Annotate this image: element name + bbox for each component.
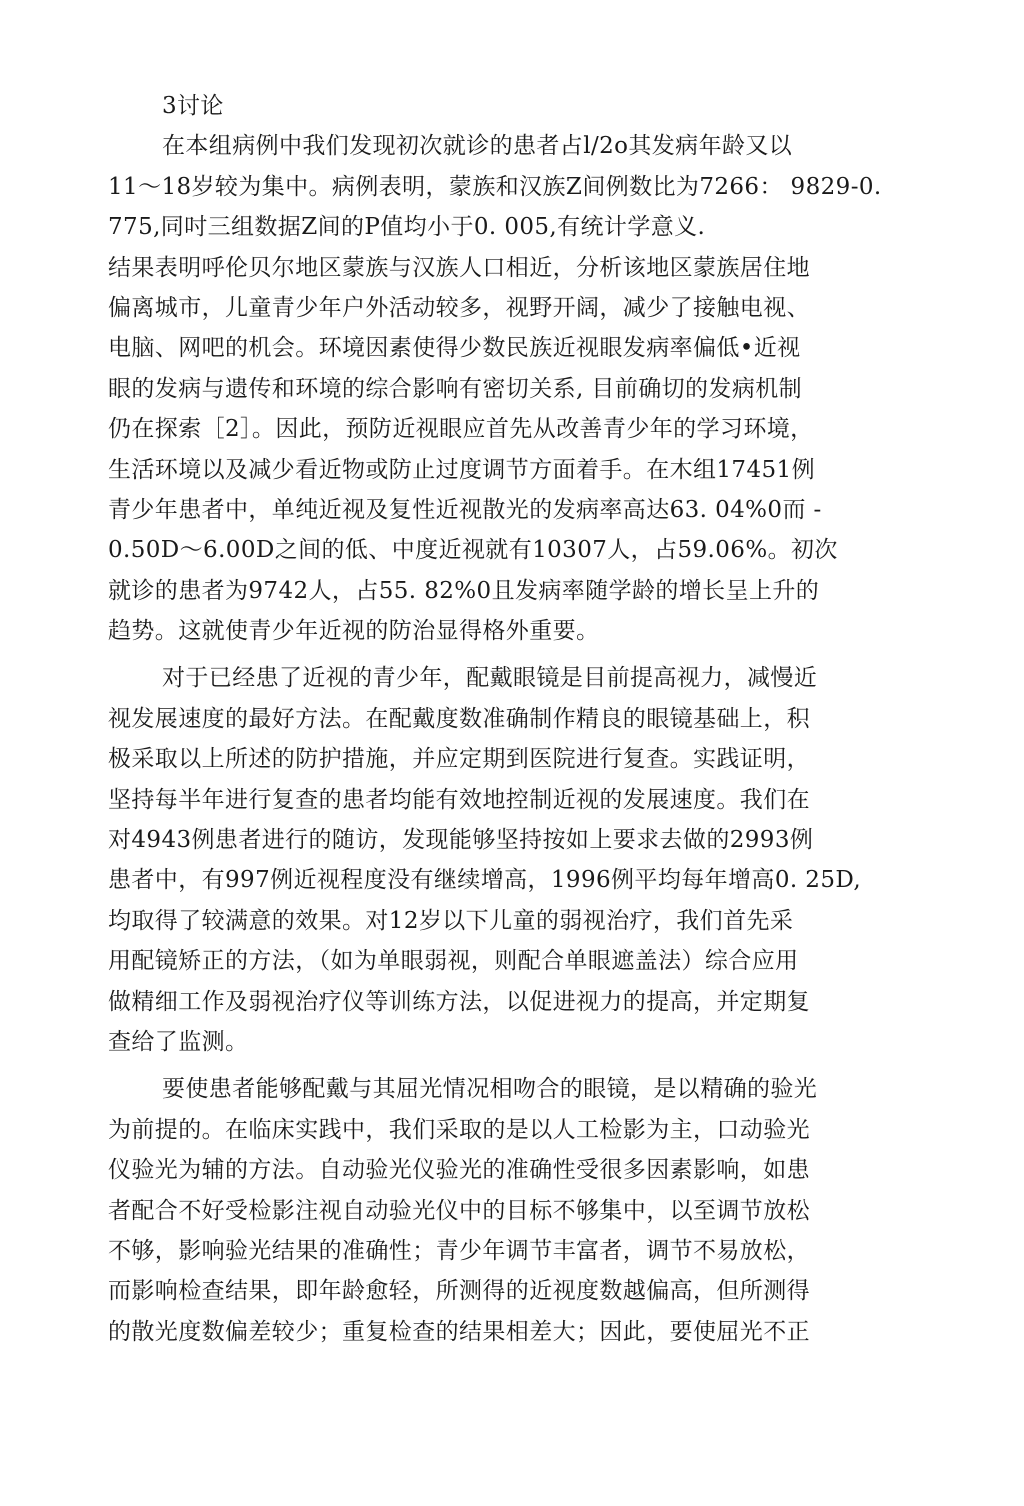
paragraph-gap xyxy=(108,1062,898,1069)
paragraph-line: 视发展速度的最好方法。在配戴度数准确制作精良的眼镜基础上，积 xyxy=(108,705,810,732)
paragraph-line: 仪验光为辅的方法。自动验光仪验光的准确性受很多因素影响，如患 xyxy=(108,1157,810,1184)
paragraph-line: 坚持每半年进行复查的患者均能有效地控制近视的发展速度。我们在 xyxy=(108,786,810,813)
paragraph-line: 775,同吋三组数据Z间的P值均小于0. 005,有统计学意义. xyxy=(108,214,706,241)
paragraph-line: 查给了监测。 xyxy=(108,1028,249,1055)
paragraph-gap xyxy=(108,651,898,658)
paragraph-line: 11～18岁较为集中。病例表明，蒙族和汉族Z间例数比为7266： 9829-0. xyxy=(108,173,882,200)
paragraph-line: 对4943例患者进行的随访，发现能够坚持按如上要求去做的2993例 xyxy=(108,827,814,854)
paragraph-line: 极采取以上所述的防护措施，并应定期到医院进行复查。实践证明， xyxy=(108,746,810,773)
paragraph-line: 青少年患者中，单纯近视及复性近视散光的发病率高达63. 04%0而 - xyxy=(108,496,822,523)
paragraph-line: 电脑、网吧的机会。环境因素使得少数民族近视眼发病率偏低•近视 xyxy=(108,335,801,362)
paragraph-line: 生活环境以及减少看近物或防止过度调节方面着手。在木组17451例 xyxy=(108,456,815,483)
paragraph-line: 而影响检查结果，即年龄愈轻，所测得的近视度数越偏高，但所测得 xyxy=(108,1278,810,1305)
paragraph-line: 不够，影响验光结果的准确性；青少年调节丰富者，调节不易放松， xyxy=(108,1237,810,1264)
paragraph-line: 患者中，有997例近视程度没有继续增高，1996例平均每年增高0. 25D, xyxy=(108,867,862,894)
paragraph-line: 0.50D～6.00D之间的低、中度近视就有10307人，占59.06%。初次 xyxy=(108,537,838,564)
paragraph-2 xyxy=(108,658,898,1062)
paragraph-line: 眼的发病与遗传和环境的综合影响有密切关系, 目前确切的发病机制 xyxy=(108,375,803,402)
paragraph-line: 均取得了较满意的效果。对12岁以下儿童的弱视治疗，我们首先采 xyxy=(108,907,794,934)
paragraph-1 xyxy=(108,126,898,651)
section-heading: 3讨论 xyxy=(162,93,224,119)
paragraph-line: 仍在探索［2］。因此，预防近视眼应首先从改善青少年的学习环境， xyxy=(108,416,814,443)
paragraph-line: 要使患者能够配戴与其屈光情况相吻合的眼镜，是以精确的验光 xyxy=(162,1076,818,1103)
paragraph-3 xyxy=(108,1069,898,1352)
paragraph-line: 为前提的。在临床实践中，我们采取的是以人工检影为主，口动验光 xyxy=(108,1116,810,1143)
paragraph-line: 结果表明呼伦贝尔地区蒙族与汉族人口相近，分析该地区蒙族居住地 xyxy=(108,254,810,281)
paragraph-line: 就诊的患者为9742人，占55. 82%0且发病率随学龄的增长呈上升的 xyxy=(108,577,820,604)
body-text xyxy=(108,86,898,1352)
paragraph-line: 对于已经患了近视的青少年，配戴眼镜是目前提高视力，减慢近 xyxy=(162,665,818,692)
paragraph-line: 者配合不好受检影注视自动验光仪中的目标不够集中，以至调节放松 xyxy=(108,1197,810,1224)
paragraph-line: 偏离城市，儿童青少年户外活动较多，视野开阔，减少了接触电视、 xyxy=(108,294,810,321)
paragraph-line: 用配镜矫正的方法，（如为单眼弱视，则配合单眼遮盖法）综合应用 xyxy=(108,948,799,975)
paragraph-line: 做精细工作及弱视治疗仪等训练方法，以促进视力的提高，并定期复 xyxy=(108,988,810,1015)
paragraph-line: 趋势。这就使青少年近视的防治显得格外重要。 xyxy=(108,618,600,645)
paragraph-line: 的散光度数偏差较少；重复检查的结果相差大；因此，要使屈光不正 xyxy=(108,1318,810,1345)
paragraph-line: 在本组病例中我们发现初次就诊的患者占l/2o其发病年龄又以 xyxy=(162,133,793,160)
